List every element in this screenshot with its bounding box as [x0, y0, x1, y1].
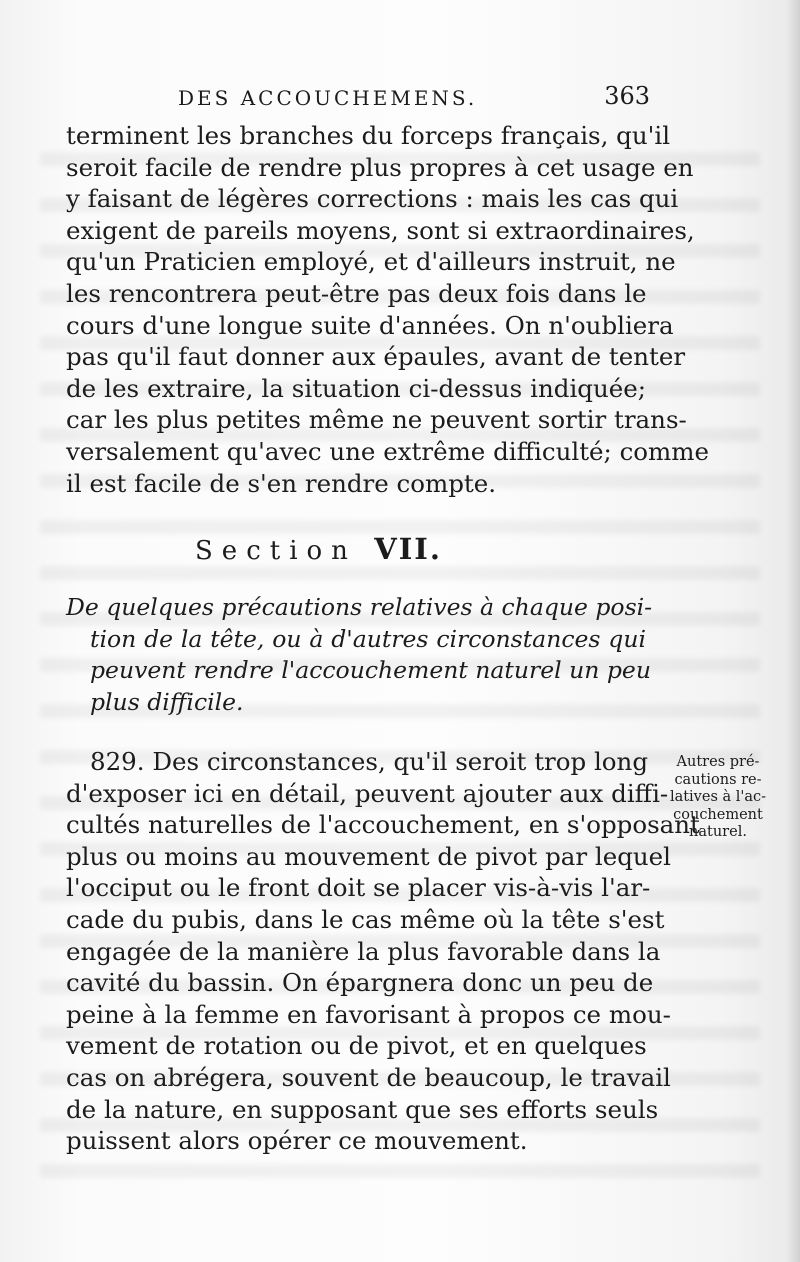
- margin-note-line: latives à l'ac-: [669, 789, 767, 805]
- text-line: de les extraire, la situation ci-dessus indiquée;: [66, 373, 646, 403]
- text-line: terminent les branches du forceps français, qu'il: [66, 121, 671, 150]
- section-heading: [195, 532, 525, 566]
- text-line: car les plus petites même ne peuvent sortir trans-: [66, 405, 687, 435]
- margin-note-line: couchement: [673, 806, 763, 823]
- text-line: engagée de la manière la plus favorable dans la: [66, 936, 661, 966]
- page-number: 363: [604, 82, 650, 110]
- margin-note-line: Autres pré-: [676, 754, 760, 770]
- text-line: exigent de pareils moyens, sont si extraordinaires,: [66, 215, 695, 245]
- text-line: plus ou moins au mouvement de pivot par lequel: [66, 841, 671, 871]
- text-line: cours d'une longue suite d'années. On n'oubliera: [66, 310, 674, 340]
- margin-note-line: cautions re-: [674, 771, 762, 788]
- text-line: y faisant de légères corrections : mais les cas qui: [66, 184, 679, 214]
- paragraph-829: [66, 746, 700, 1157]
- text-line: de la nature, en supposant que ses efforts seuls: [66, 1094, 659, 1124]
- text-line: cultés naturelles de l'accouchement, en s'opposant: [66, 810, 700, 840]
- text-line: peine à la femme en favorisant à propos ce mou-: [66, 999, 671, 1029]
- text-line: les rencontrera peut-être pas deux fois dans le: [66, 278, 647, 308]
- text-line: pas qu'il faut donner aux épaules, avant de tenter: [66, 342, 686, 372]
- margin-note-line: naturel.: [689, 824, 747, 840]
- text-line: l'occiput ou le front doit se placer vis-à-vis l'ar-: [66, 873, 651, 903]
- section-title-line: tion de la tête, ou à d'autres circonstances qui: [90, 624, 646, 653]
- text-line: il est facile de s'en rendre compte.: [66, 468, 497, 498]
- section-word: Section: [195, 536, 357, 566]
- text-line: seroit facile de rendre plus propres à cet usage en: [66, 152, 694, 182]
- text-line: versalement qu'avec une extrême difficulté; comme: [66, 436, 710, 466]
- text-line: cas on abrégera, souvent de beaucoup, le travail: [66, 1062, 671, 1092]
- running-title: DES ACCOUCHEMENS.: [178, 86, 478, 110]
- text-line: d'exposer ici en détail, peuvent ajouter aux diffi-: [66, 778, 669, 808]
- section-title-line: peuvent rendre l'accouchement naturel un peu: [90, 656, 651, 685]
- page-header: [178, 82, 658, 116]
- paragraph-forceps: [66, 120, 710, 499]
- text-line: cade du pubis, dans le cas même où la tête s'est: [66, 904, 665, 934]
- page-edge-shadow: [786, 0, 800, 1262]
- text-line: qu'un Praticien employé, et d'ailleurs instruit, ne: [66, 247, 676, 277]
- section-title: [66, 592, 653, 718]
- text-line: 829. Des circonstances, qu'il seroit trop long: [90, 747, 649, 776]
- text-line: vement de rotation ou de pivot, et en quelques: [66, 1031, 647, 1061]
- section-title-line: De quelques précautions relatives à chaque posi-: [66, 593, 653, 621]
- margin-note: [648, 754, 788, 842]
- section-number: VII.: [374, 532, 442, 566]
- section-title-line: plus difficile.: [90, 687, 244, 716]
- text-line: puissent alors opérer ce mouvement.: [66, 1126, 528, 1156]
- text-line: cavité du bassin. On épargnera donc un peu de: [66, 968, 654, 998]
